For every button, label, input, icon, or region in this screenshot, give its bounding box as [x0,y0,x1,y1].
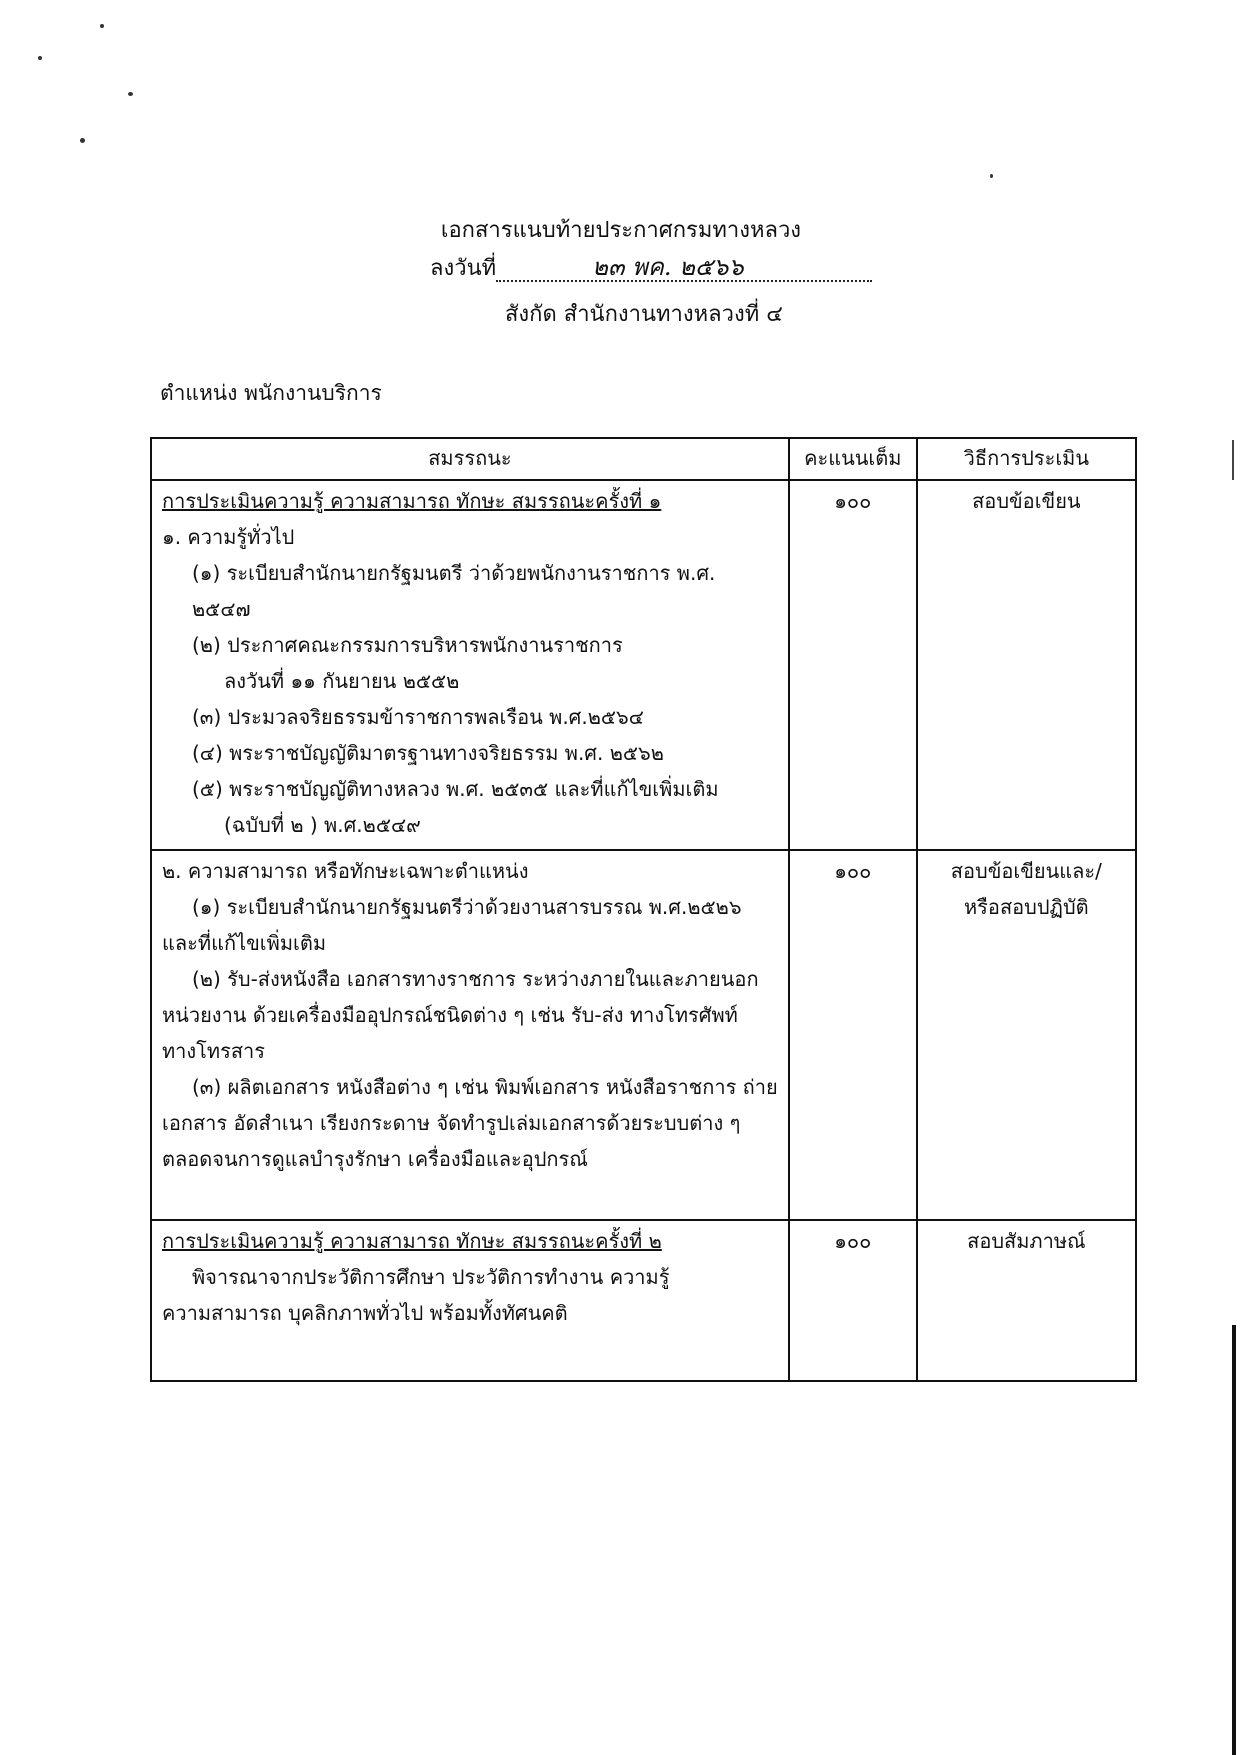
list-item: (๓) ผลิตเอกสาร หนังสือต่าง ๆ เช่น พิมพ์เอกสาร หนังสือราชการ ถ่าย [192,1075,778,1099]
scan-speck [100,24,104,28]
table-row [151,480,1136,850]
list-item: (ฉบับที่ ๒ ) พ.ศ.๒๕๔๙ [224,813,421,837]
list-item: เอกสาร อัดสำเนา เรียงกระดาษ จัดทำรูปเล่มเอกสารด้วยระบบต่าง ๆ [162,1111,741,1135]
competency-cell [151,480,789,850]
score-cell: ๑๐๐ [789,1220,917,1381]
document-title: เอกสารแนบท้ายประกาศกรมทางหลวง [440,218,802,243]
list-item: ตลอดจนการดูแลบำรุงรักษา เครื่องมือและอุปกรณ์ [162,1147,588,1171]
method-text: สอบสัมภาษณ์ [967,1229,1086,1253]
header-assessment-method: วิธีการประเมิน [917,438,1136,480]
scan-speck [990,174,993,178]
score-cell: ๑๐๐ [789,480,917,850]
method-text: สอบข้อเขียนและ/ [950,859,1102,883]
affiliation: สังกัด สำนักงานทางหลวงที่ ๔ [505,302,783,327]
method-text: สอบข้อเขียน [972,489,1081,513]
list-item: (๒) รับ-ส่งหนังสือ เอกสารทางราชการ ระหว่างภายในและภายนอก [192,967,759,991]
method-cell [917,1220,1136,1381]
scan-speck [38,56,42,60]
section-subtitle: ๑. ความรู้ทั่วไป [162,525,295,549]
list-item: ลงวันที่ ๑๑ กันยายน ๒๕๕๒ [224,669,460,693]
list-item: (๑) ระเบียบสำนักนายกรัฐมนตรี ว่าด้วยพนักงานราชการ พ.ศ. ๒๕๔๗ [192,561,716,621]
list-item: ทางโทรสาร [162,1039,266,1063]
header-full-score: คะแนนเต็ม [789,438,917,480]
competency-cell [151,1220,789,1381]
header-competency: สมรรถนะ [151,438,789,480]
section-title: การประเมินความรู้ ความสามารถ ทักษะ สมรรถนะครั้งที่ ๒ [162,1229,662,1253]
date-line [430,250,872,285]
date-label: ลงวันที่ [430,256,497,281]
list-item: พิจารณาจากประวัติการศึกษา ประวัติการทำงาน ความรู้ [192,1265,670,1289]
list-item: (๓) ประมวลจริยธรรมข้าราชการพลเรือน พ.ศ.๒๕๖๔ [192,705,644,729]
list-item: (๑) ระเบียบสำนักนายกรัฐมนตรีว่าด้วยงานสารบรรณ พ.ศ.๒๕๒๖ [192,895,742,919]
list-item: (๕) พระราชบัญญัติทางหลวง พ.ศ. ๒๕๓๕ และที่แก้ไขเพิ่มเติม [192,777,719,801]
competency-table [150,437,1137,1382]
section-subtitle: ๒. ความสามารถ หรือทักษะเฉพาะตำแหน่ง [162,859,529,883]
date-value: ๒๓ พค. ๒๕๖๖ [496,254,872,282]
scan-edge-mark [1232,440,1234,480]
scan-speck [128,92,133,96]
competency-cell [151,850,789,1220]
method-cell [917,850,1136,1220]
table-row [151,850,1136,1220]
score-cell: ๑๐๐ [789,850,917,1220]
section-title: การประเมินความรู้ ความสามารถ ทักษะ สมรรถนะครั้งที่ ๑ [162,489,662,513]
table-row [151,1220,1136,1381]
method-cell [917,480,1136,850]
list-item: หน่วยงาน ด้วยเครื่องมืออุปกรณ์ชนิดต่าง ๆ เช่น รับ-ส่ง ทางโทรศัพท์ [162,1003,738,1027]
list-item: (๒) ประกาศคณะกรรมการบริหารพนักงานราชการ [192,633,623,657]
table-header-row [151,438,1136,480]
scan-speck [80,138,85,143]
list-item: (๔) พระราชบัญญัติมาตรฐานทางจริยธรรม พ.ศ. ๒๕๖๒ [192,741,664,765]
scan-edge-line [1232,1325,1236,1755]
position-title: ตำแหน่ง พนักงานบริการ [160,381,382,405]
method-text: หรือสอบปฏิบัติ [964,895,1089,919]
list-item: ความสามารถ บุคลิกภาพทั่วไป พร้อมทั้งทัศนคติ [162,1301,568,1325]
list-item: และที่แก้ไขเพิ่มเติม [162,931,327,955]
